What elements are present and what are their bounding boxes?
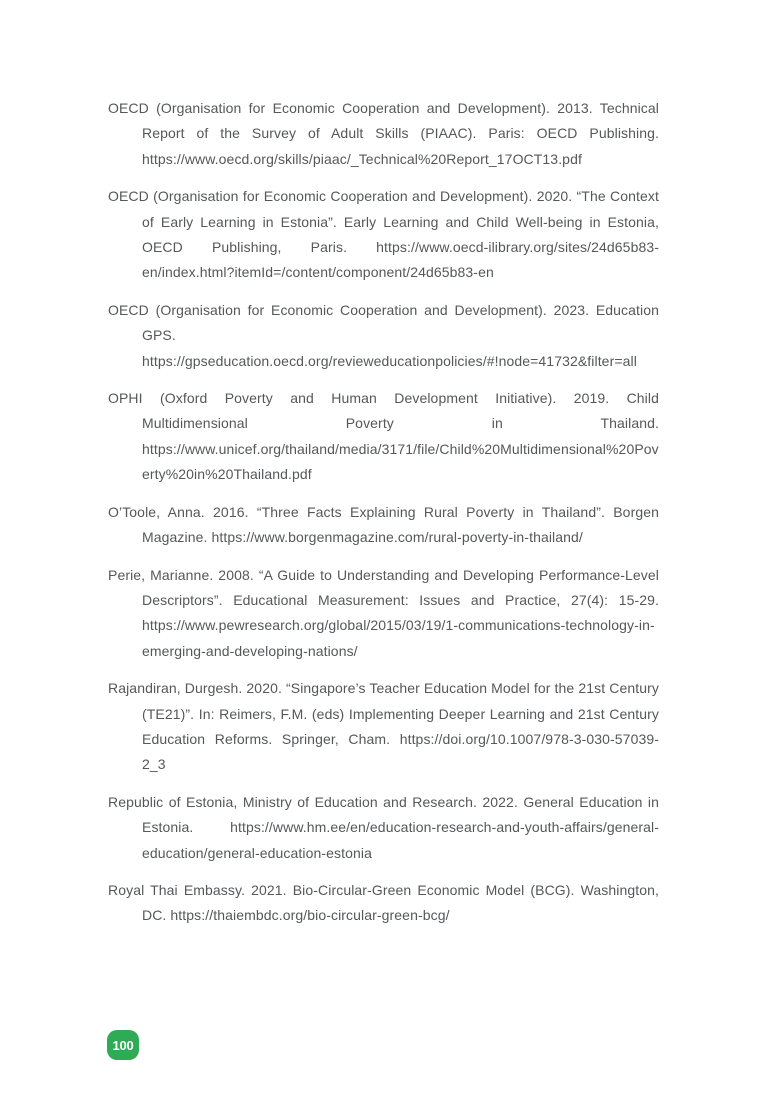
- reference-entry: OPHI (Oxford Poverty and Human Development Initiative). 2019. Child Multidimensional Poverty in Thailand. https://www.unicef.org/thailand/media/3171/file/Child%20Multidimensional%20Poverty%20in%20Thailand.pdf: [108, 390, 659, 483]
- page-number: 100: [112, 1037, 134, 1053]
- reference-entry: Republic of Estonia, Ministry of Education and Research. 2022. General Education in Estonia. https://www.hm.ee/en/education-research-and-youth-affairs/general-education/general-education-estonia: [108, 793, 659, 861]
- references-list: [108, 96, 659, 941]
- reference-entry: Royal Thai Embassy. 2021. Bio-Circular-Green Economic Model (BCG). Washington, DC. https://thaiembdc.org/bio-circular-green-bcg/: [108, 881, 659, 924]
- page-number-badge: [107, 1030, 139, 1060]
- reference-entry: OECD (Organisation for Economic Cooperation and Development). 2013. Technical Report of the Survey of Adult Skills (PIAAC). Paris: OECD Publishing. https://www.oecd.org/skills/piaac/_Technical%20Report_17OCT13.pdf: [108, 100, 659, 167]
- reference-entry: OECD (Organisation for Economic Cooperation and Development). 2023. Education GPS. https://gpseducation.oecd.org/revieweducationpolicies/#!node=41732&filter=all: [108, 301, 659, 369]
- reference-entry: OECD (Organisation for Economic Cooperation and Development). 2020. “The Context of Early Learning in Estonia”. Early Learning and Child Well-being in Estonia, OECD Publishing, Paris. https://www.oecd-ilibrary.org/sites/24d65b83-en/index.html?itemId=/content/component/24d65b83-en: [108, 188, 659, 281]
- reference-entry: Perie, Marianne. 2008. “A Guide to Understanding and Developing Performance-Level Descriptors”. Educational Measurement: Issues and Practice, 27(4): 15-29. https://www.pewresearch.org/global/2015/03/19/1-communications-technology-in-emerging-and-developing-nations/: [108, 566, 659, 659]
- reference-entry: Rajandiran, Durgesh. 2020. “Singapore’s Teacher Education Model for the 21st Century (TE21)”. In: Reimers, F.M. (eds) Implementing Deeper Learning and 21st Century Education Reforms. Springer, Cham. https://doi.org/10.1007/978-3-030-57039-2_3: [108, 680, 659, 773]
- reference-entry: O’Toole, Anna. 2016. “Three Facts Explaining Rural Poverty in Thailand”. Borgen Magazine. https://www.borgenmagazine.com/rural-poverty-in-thailand/: [108, 503, 659, 546]
